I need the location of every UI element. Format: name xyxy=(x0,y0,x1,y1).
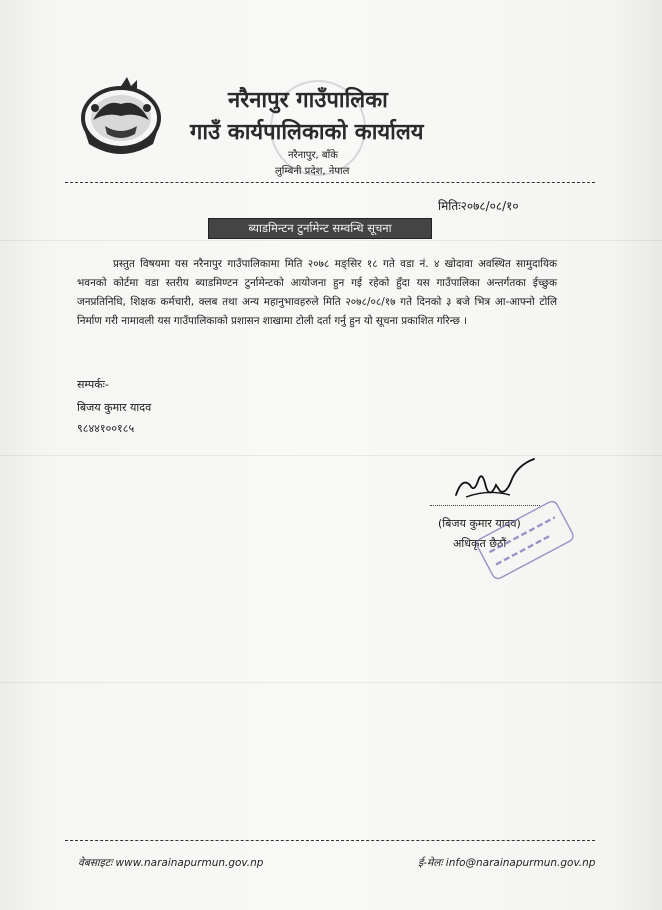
handwritten-signature xyxy=(448,455,538,505)
notice-body: प्रस्तुत विषयमा यस नरैनापुर गाउँपालिकामा मिति २०७८ मङ्सिर १८ गते वडा नं. ४ खोदावा अवस्थित सामुदायिक भवनको कोर्टमा वडा स्तरीय ब्याडमिण्टन टुर्नामेन्टको आयोजना हुन गई रहेको हुँदा यस गाउँपालिका अन्तर्गतका ईच्छुक जनप्रतिनिधि, शिक्षक कर्मचारी, क्लब तथा अन्य महानुभावहरुले मिति २०७८/०८/१७ गते दिनको ३ बजे भित्र आ-आफ्नो टोलि निर्माण गरी नामावली यस गाउँपालिकाको प्रशासन शाखामा टोली दर्ता गर्नु हुन यो सूचना प्रकाशित गरिन्छ । xyxy=(77,258,557,327)
signatory-title: अधिकृत छैठौं xyxy=(453,537,507,550)
paper-fold-line xyxy=(0,455,662,456)
address-line-2: लुम्बिनी प्रदेश, नेपाल xyxy=(275,166,350,177)
notice-subject: ब्याडमिन्टन टुर्नामेन्ट सम्वन्धि सूचना xyxy=(208,218,432,239)
office-name: गाउँ कार्यपालिकाको कार्यालय xyxy=(190,120,424,145)
official-seal-stamp xyxy=(470,500,580,580)
issue-date: मितिः२०७८/०८/१० xyxy=(438,199,519,213)
signatory-name: (बिजय कुमार यादव) xyxy=(438,517,521,530)
footer-email[interactable]: ई-मेलः info@narainapurmun.gov.np xyxy=(418,857,596,869)
paper-fold-line xyxy=(0,682,662,683)
organization-name: नरैनापुर गाउँपालिका xyxy=(228,88,388,113)
paper-fold-line xyxy=(0,240,662,241)
header-divider xyxy=(65,182,595,183)
contact-phone: ९८४४१००१८५ xyxy=(77,422,135,435)
contact-name: बिजय कुमार यादव xyxy=(77,401,152,414)
address-line-1: नरैनापुर, बाँके xyxy=(288,150,338,161)
nepal-emblem-logo xyxy=(75,74,167,156)
footer-divider xyxy=(65,840,595,841)
footer-website[interactable]: वेबसाइटः www.narainapurmun.gov.np xyxy=(78,857,264,869)
contact-label: सम्पर्कः- xyxy=(77,378,109,391)
